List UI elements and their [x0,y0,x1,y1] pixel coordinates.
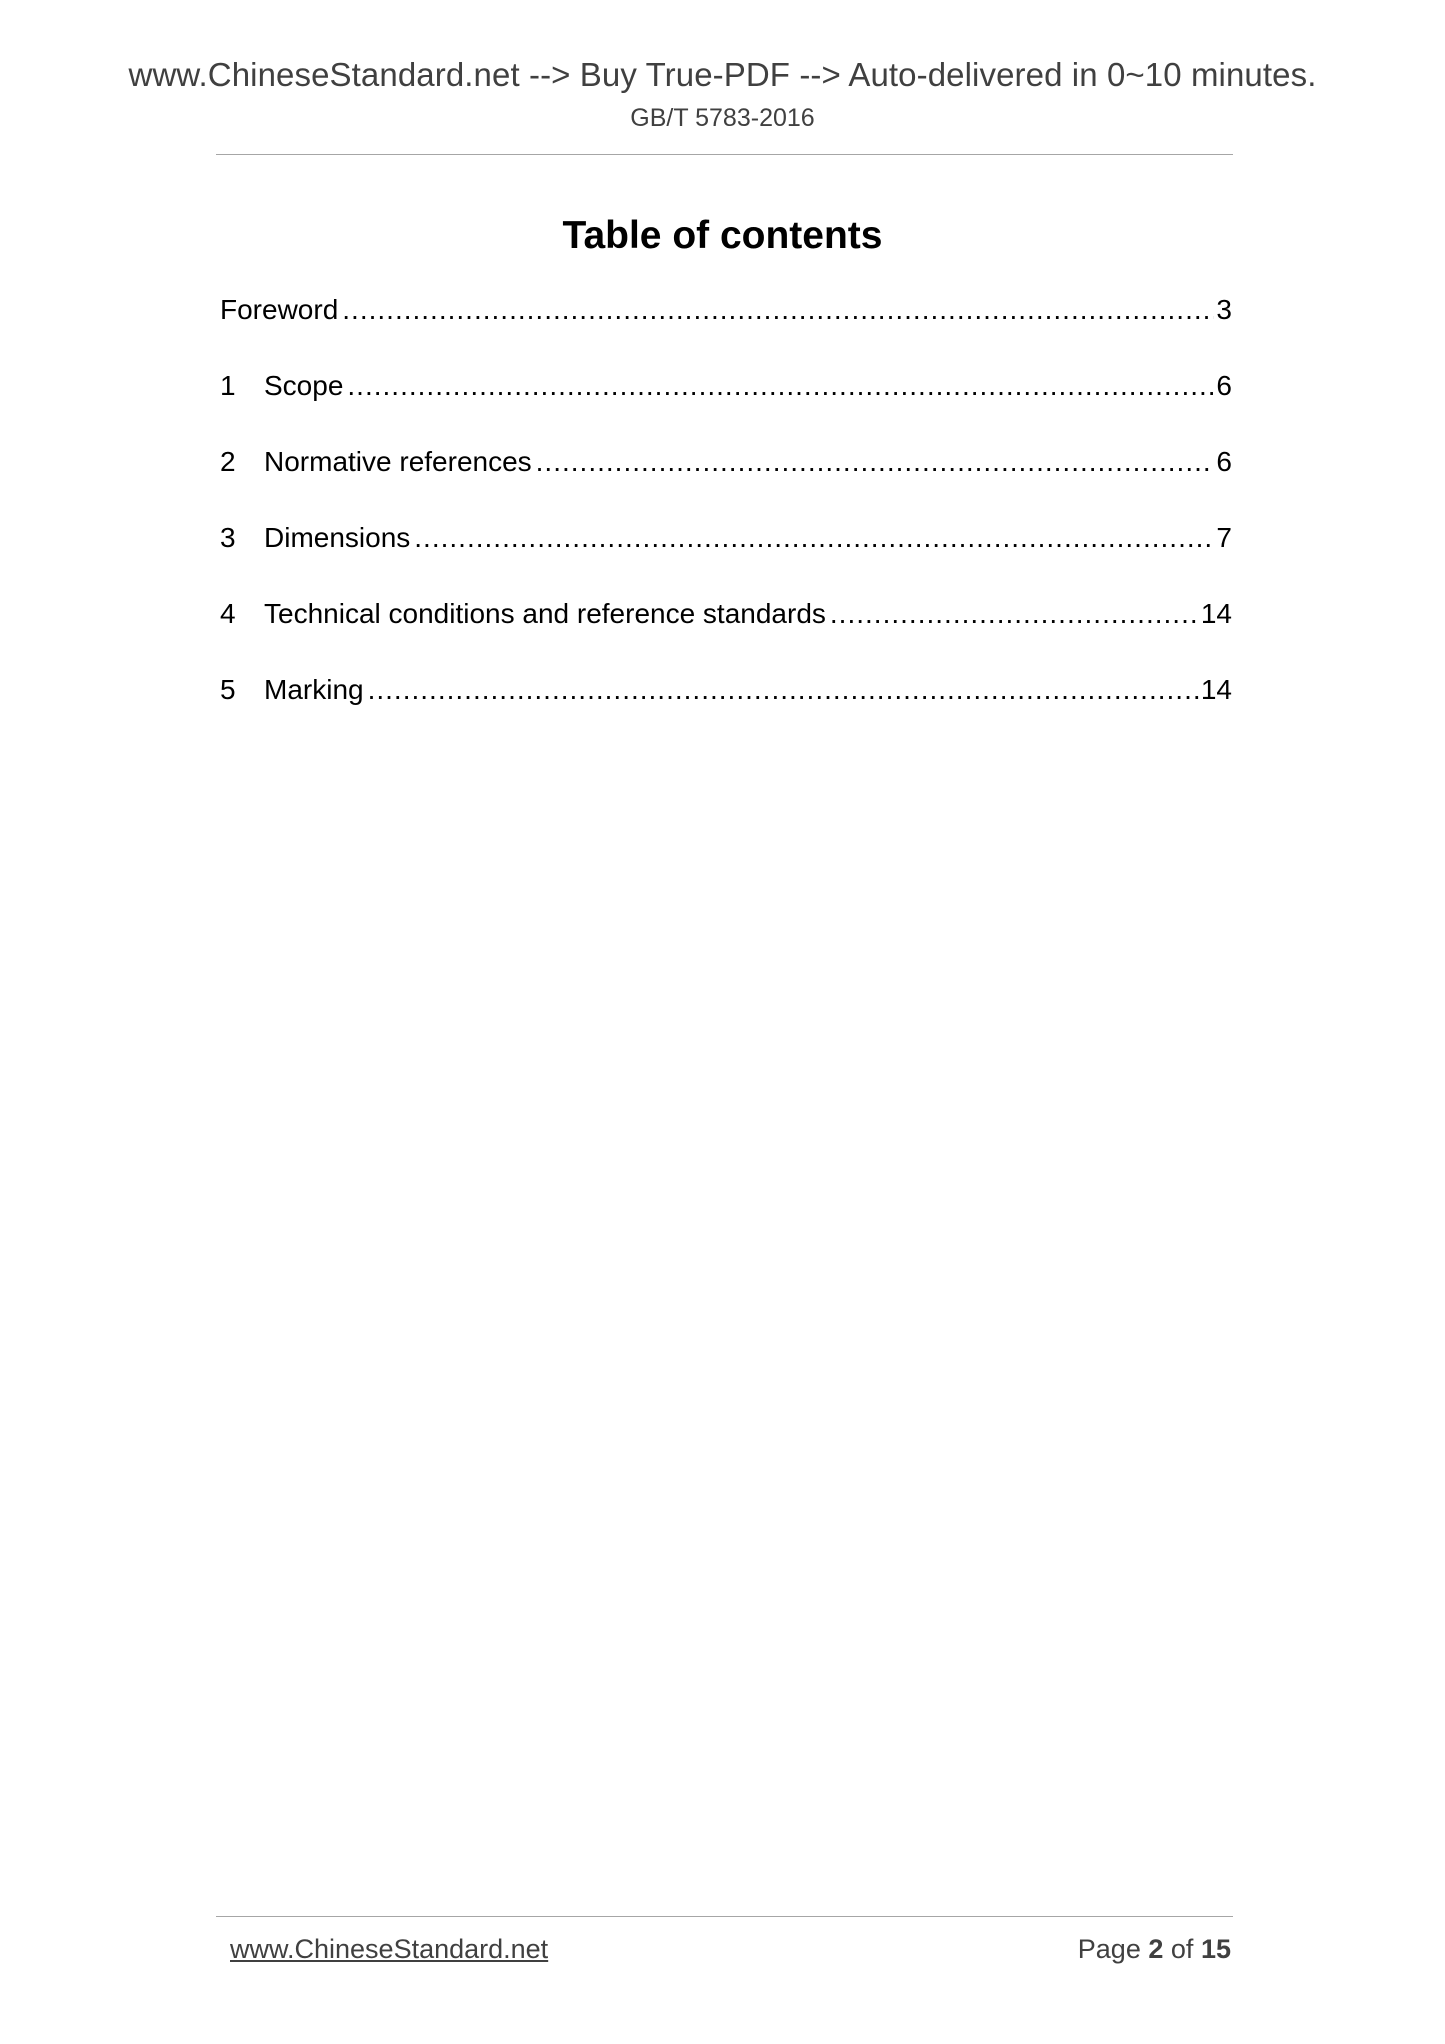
toc-entry-page: 6 [1216,446,1232,477]
page-prefix: Page [1077,1934,1141,1964]
table-of-contents [220,294,1232,750]
toc-entry-page: 7 [1216,522,1232,553]
footer-divider [216,1916,1233,1917]
toc-leader-dots [368,674,1199,706]
toc-entry-label: Scope [264,370,344,401]
toc-entry-dimensions[interactable] [220,522,1232,598]
toc-entry-label: Normative references [264,446,532,477]
toc-entry-number: 4 [220,598,236,629]
toc-leader-dots [536,446,1215,478]
toc-entry-page: 6 [1216,370,1232,401]
toc-entry-number: 3 [220,522,236,553]
toc-entry-page: 14 [1200,598,1232,629]
toc-leader-dots [414,522,1214,554]
page-current: 2 [1148,1934,1164,1964]
footer-website-link[interactable]: www.ChineseStandard.net [230,1934,549,1964]
toc-entry-foreword[interactable] [220,294,1232,370]
toc-title: Table of contents [562,214,883,257]
page-total: 15 [1200,1934,1231,1964]
toc-entry-number: 5 [220,674,236,705]
toc-leader-dots [347,370,1214,402]
toc-entry-label: Technical conditions and reference standards [264,598,826,629]
toc-entry-technical-conditions[interactable] [220,598,1232,674]
toc-entry-number: 1 [220,370,236,401]
toc-entry-marking[interactable] [220,674,1232,750]
toc-entry-label: Dimensions [264,522,411,553]
toc-leader-dots [830,598,1199,630]
toc-entry-number: 2 [220,446,236,477]
toc-entry-page: 3 [1216,294,1232,325]
header-divider [216,154,1233,155]
toc-entry-label: Foreword [220,294,339,325]
document-id: GB/T 5783-2016 [630,104,815,132]
page-of: of [1170,1934,1194,1964]
toc-entry-label: Marking [264,674,364,705]
page-number [1078,1934,1231,1965]
toc-entry-scope[interactable] [220,370,1232,446]
header-banner: www.ChineseStandard.net --> Buy True-PDF --> Auto-delivered in 0~10 minutes. [128,56,1317,93]
toc-leader-dots [342,294,1214,326]
toc-entry-normative-references[interactable] [220,446,1232,522]
toc-entry-page: 14 [1200,674,1232,705]
